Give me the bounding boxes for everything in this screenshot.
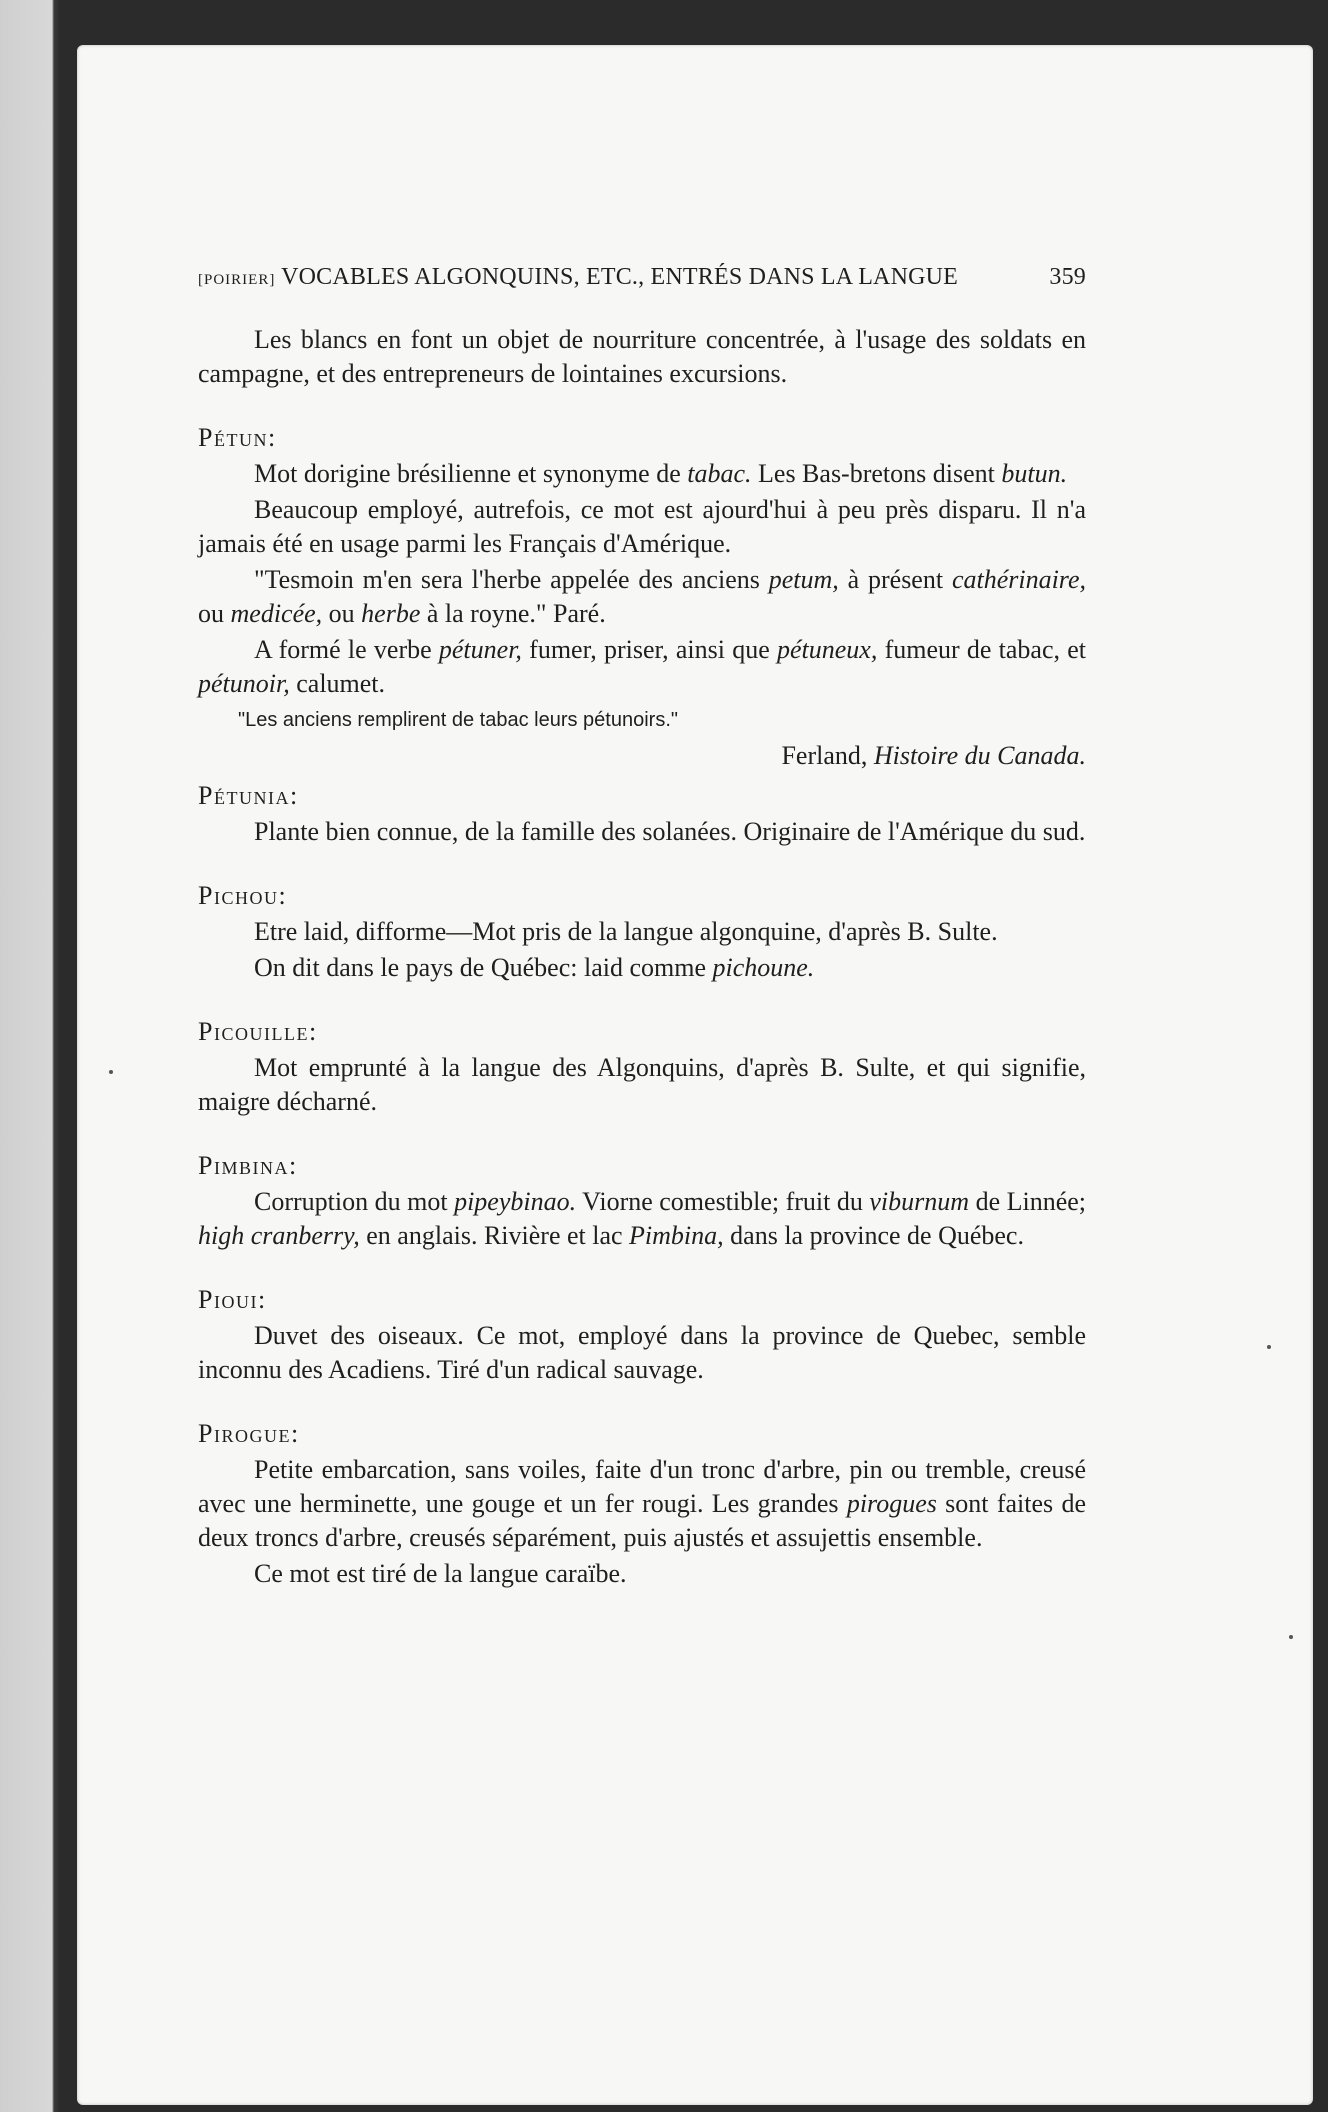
definition-paragraph: On dit dans le pays de Québec: laid comme pichoune. — [254, 953, 815, 982]
scan-speck — [1267, 1345, 1271, 1349]
definition-paragraph: Petite embarcation, sans voiles, faite d'un tronc d'arbre, pin ou tremble, creusé avec une herminette, une gouge et un fer rougi. Les grandes pirogues sont faites de deux troncs d'arbre, creusés séparément, puis ajustés et assujettis ensemble. — [198, 1455, 1086, 1552]
running-head — [198, 260, 1086, 297]
definition-paragraph: Plante bien connue, de la famille des solanées. Originaire de l'Amérique du sud. — [254, 817, 1086, 846]
running-head-author: [POIRIER] — [198, 272, 276, 288]
headword: Picouille: — [198, 1017, 318, 1046]
definition-paragraph: Ce mot est tiré de la langue caraïbe. — [254, 1559, 627, 1588]
citation-attribution: Ferland, Histoire du Canada. — [781, 741, 1086, 770]
definition-paragraph: Mot emprunté à la langue des Algonquins, d'après B. Sulte, et qui signifie, maigre décharné. — [198, 1053, 1086, 1116]
entry-pichou — [198, 879, 1086, 985]
entry-picouille — [198, 1015, 1086, 1119]
definition-paragraph: Mot dorigine brésilienne et synonyme de tabac. Les Bas-bretons disent butun. — [254, 459, 1068, 488]
headword: Pirogue: — [198, 1419, 300, 1448]
headword: Pioui: — [198, 1285, 267, 1314]
entry-pimbina — [198, 1149, 1086, 1253]
page-content — [198, 260, 1086, 1591]
entry-petun — [198, 421, 1086, 773]
headword: Pimbina: — [198, 1151, 298, 1180]
citation-quote: "Les anciens remplirent de tabac leurs pétunoirs." — [238, 709, 678, 731]
definition-paragraph: Corruption du mot pipeybinao. Viorne comestible; fruit du viburnum de Linnée; high cranberry, en anglais. Rivière et lac Pimbina, dans la province de Québec. — [198, 1187, 1087, 1250]
running-head-title — [198, 260, 958, 297]
running-head-text: VOCABLES ALGONQUINS, ETC., ENTRÉS DANS LA LANGUE — [281, 264, 959, 290]
adjacent-page-edge — [0, 0, 60, 2112]
headword: Pichou: — [198, 881, 288, 910]
intro-paragraph: Les blancs en font un objet de nourriture concentrée, à l'usage des soldats en campagne, et des entrepreneurs de lointaines excursions. — [198, 325, 1086, 388]
page-number: 359 — [1049, 264, 1086, 290]
headword: Pétunia: — [198, 781, 299, 810]
definition-paragraph: Beaucoup employé, autrefois, ce mot est ajourd'hui à peu près disparu. Il n'a jamais été en usage parmi les Français d'Amérique. — [198, 495, 1086, 558]
definition-paragraph: Etre laid, difforme—Mot pris de la langue algonquine, d'après B. Sulte. — [254, 917, 998, 946]
entry-pioui — [198, 1283, 1086, 1387]
definition-paragraph: Duvet des oiseaux. Ce mot, employé dans la province de Quebec, semble inconnu des Acadiens. Tiré d'un radical sauvage. — [198, 1321, 1086, 1384]
scan-speck — [1289, 1635, 1293, 1639]
quotation-paragraph: "Tesmoin m'en sera l'herbe appelée des anciens petum, à présent cathérinaire, ou medicée, ou herbe à la royne." Paré. — [198, 565, 1086, 628]
entry-pirogue — [198, 1417, 1086, 1591]
headword: Pétun: — [198, 423, 277, 452]
scan-speck — [109, 1070, 113, 1074]
entry-petunia — [198, 779, 1086, 849]
definition-paragraph: A formé le verbe pétuner, fumer, priser, ainsi que pétuneux, fumeur de tabac, et pétunoir, calumet. — [198, 635, 1087, 698]
